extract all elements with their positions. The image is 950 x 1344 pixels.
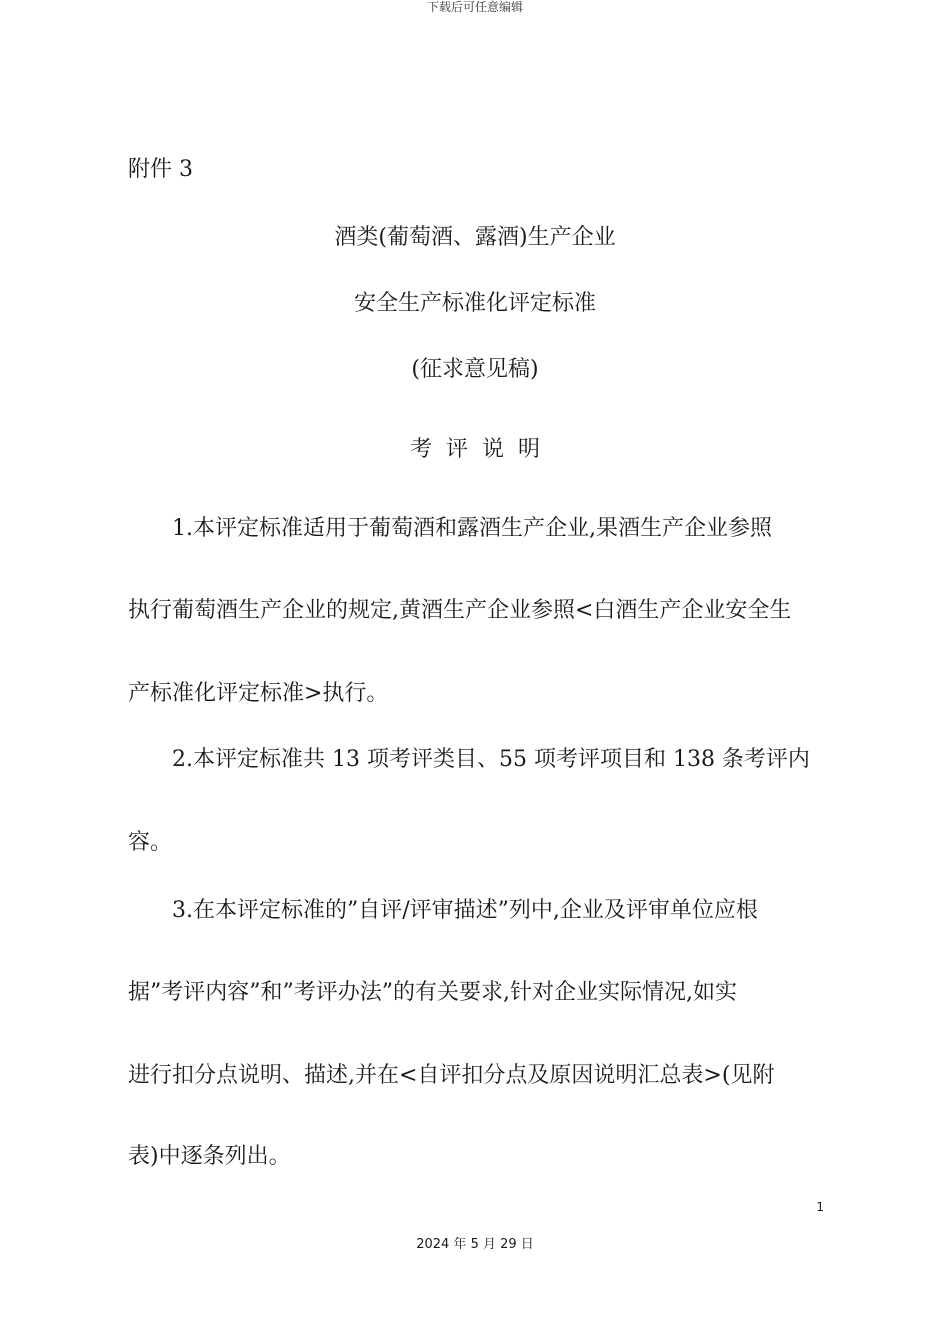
paragraph-line: 据”考评内容”和”考评办法”的有关要求,针对企业实际情况,如实 — [128, 980, 737, 1005]
document-title-line1: 酒类(葡萄酒、露酒)生产企业 — [334, 225, 616, 250]
paragraph-line: 执行葡萄酒生产企业的规定,黄酒生产企业参照<白酒生产企业安全生 — [128, 598, 792, 623]
attachment-label: 附件 3 — [128, 157, 193, 182]
paragraph-line: 进行扣分点说明、描述,并在<自评扣分点及原因说明汇总表>(见附 — [128, 1063, 775, 1088]
document-title-line2: 安全生产标准化评定标准 — [353, 291, 596, 316]
header-note: 下载后可任意编辑 — [426, 0, 523, 14]
paragraph-line: 容。 — [128, 830, 173, 855]
paragraph-line: 产标准化评定标准>执行。 — [128, 681, 389, 706]
paragraph-line: 1.本评定标准适用于葡萄酒和露酒生产企业,果酒生产企业参照 — [172, 516, 772, 541]
page-number: 1 — [816, 1200, 824, 1214]
paragraph-line: 2.本评定标准共 13 项考评类目、55 项考评项目和 138 条考评内 — [172, 747, 810, 772]
section-heading: 考评说明 — [409, 437, 554, 462]
paragraph-line: 3.在本评定标准的”自评/评审描述”列中,企业及评审单位应根 — [172, 898, 758, 923]
document-title-line3: (征求意见稿) — [411, 357, 539, 382]
paragraph-line: 表)中逐条列出。 — [128, 1144, 291, 1169]
footer-date: 2024 年 5 月 29 日 — [416, 1237, 534, 1252]
